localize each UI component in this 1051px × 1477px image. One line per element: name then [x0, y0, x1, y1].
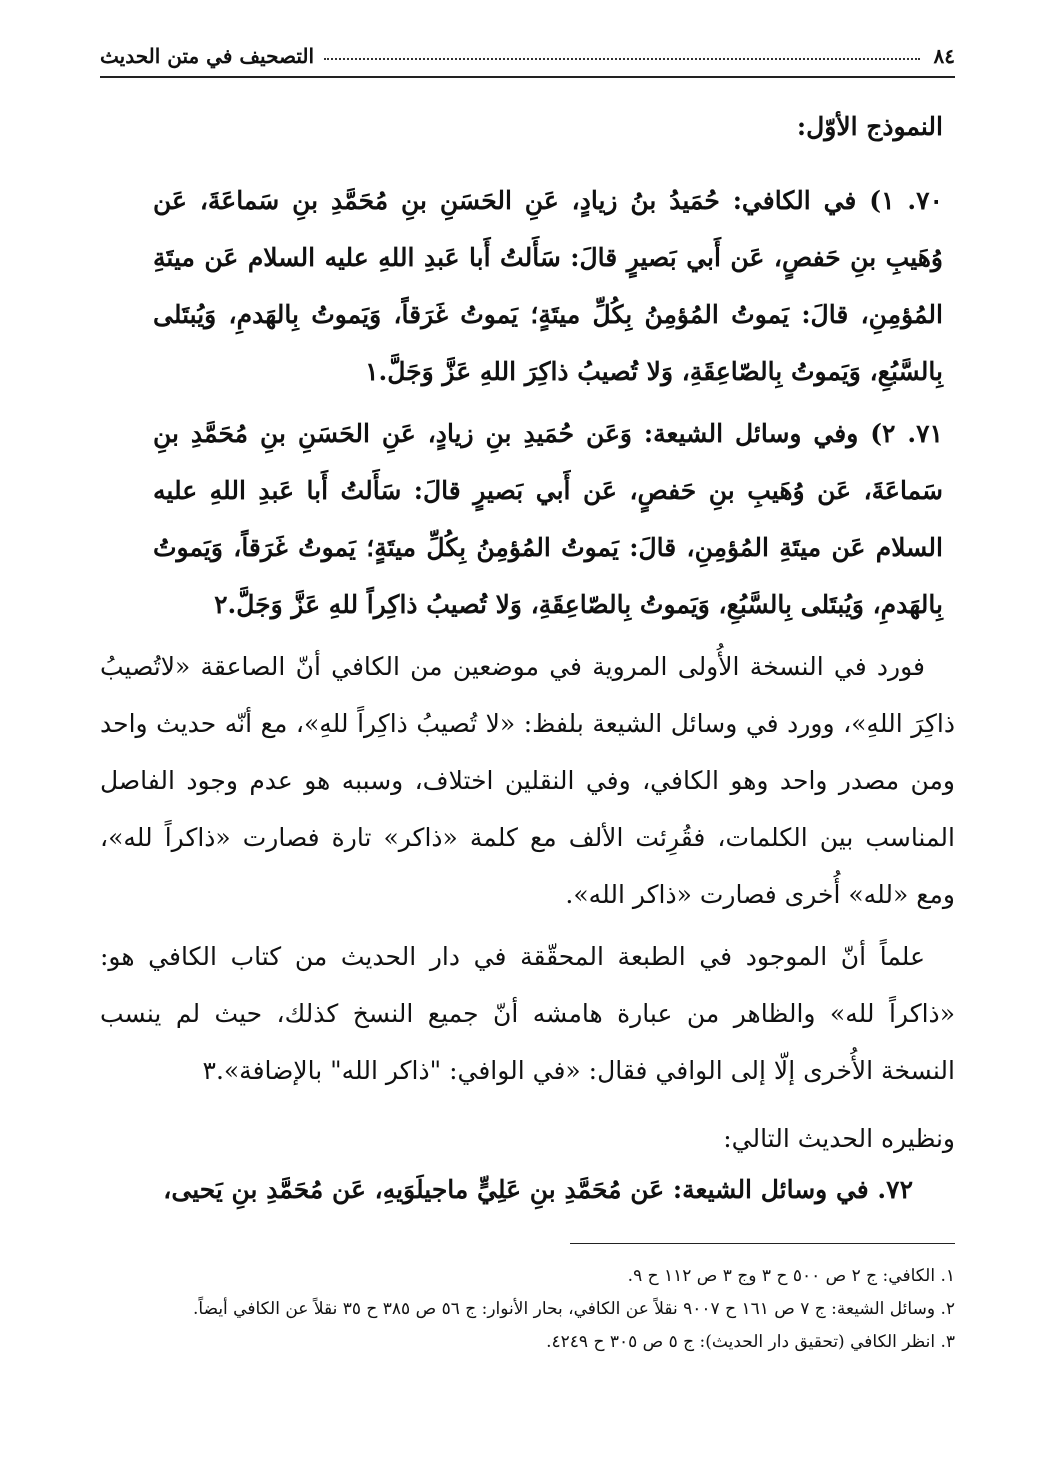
- footnotes: [100, 1262, 955, 1361]
- section-heading: النموذج الأوّل:: [796, 112, 943, 141]
- footnote-3: ٣. انظر الكافي (تحقيق دار الحديث): ج ٥ ص ٣٠٥ ح ٤٢٤٩.: [546, 1332, 955, 1352]
- running-header: [100, 36, 955, 76]
- footnote-rule: [570, 1243, 955, 1244]
- header-rule: [100, 76, 955, 78]
- hadith-72: ٧٢. في وسائل الشيعة: عَن مُحَمَّدِ بنِ عَلِيٍّ ماجيلَوَيهِ، عَن مُحَمَّدِ بنِ يَحيى،: [163, 1175, 913, 1204]
- page-number: ٨٤: [933, 44, 955, 68]
- hadith-71: ٧١. ٢) وفي وسائل الشيعة: وَعَن حُمَيدِ بنِ زيادٍ، عَنِ الحَسَنِ بنِ مُحَمَّدِ بنِ سَماعَةَ، عَن وُهَيبِ بنِ حَفصٍ، عَن أَبي بَصيرٍ قالَ: سَأَلتُ أَبا عَبدِ اللهِ عليه السلام عَن ميتَةِ المُؤمِنِ، قالَ: يَموتُ المُؤمِنُ بِكُلِّ ميتَةٍ؛ يَموتُ غَرَقاً، وَيَموتُ بِالهَدمِ، وَيُبتَلى بِالسَّبُعِ، وَيَموتُ بِالصّاعِقَةِ، وَلا تُصيبُ ذاكِراً للهِ عَزَّ وَجَلَّ.٢: [153, 419, 943, 619]
- paragraph-1: فورد في النسخة الأُولى المروية في موضعين من الكافي أنّ الصاعقة «لاتُصيبُ ذاكِرَ اللهِ»، وورد في وسائل الشيعة بلفظ: «لا تُصيبُ ذاكِراً للهِ»، مع أنّه حديث واحد ومن مصدر واحد وهو الكافي، وفي النقلين اختلاف، وسببه هو عدم وجود الفاصل المناسب بين الكلمات، فقُرِئت الألف مع كلمة «ذاكر» تارة فصارت «ذاكراً لله»، ومع «لله» أُخرى فصارت «ذاكر الله».: [100, 652, 955, 909]
- footnote-2: ٢. وسائل الشيعة: ج ٧ ص ١٦١ ح ٩٠٠٧ نقلاً عن الكافي، بحار الأنوار: ج ٥٦ ص ٣٨٥ ح ٣٥ نقلاً عن الكافي أيضاً.: [193, 1299, 955, 1319]
- footnote-1: ١. الكافي: ج ٢ ص ٥٠٠ ح ٣ وج ٣ ص ١١٢ ح ٩.: [627, 1266, 955, 1286]
- header-dot-leader: [324, 58, 919, 60]
- paragraph-2: علماً أنّ الموجود في الطبعة المحقّقة في دار الحديث من كتاب الكافي هو: «ذاكراً لله» والظاهر من عبارة هامشه أنّ جميع النسخ كذلك، حيث لم ينسب النسخة الأُخرى إلّا إلى الوافي فقال: «في الوافي: "ذاكر الله" بالإضافة».٣: [100, 942, 955, 1085]
- running-title: التصحيف في متن الحديث: [100, 44, 315, 68]
- lead-in-line: ونظيره الحديث التالي:: [723, 1124, 955, 1153]
- hadith-70: ٧٠. ١) في الكافي: حُمَيدُ بنُ زيادٍ، عَنِ الحَسَنِ بنِ مُحَمَّدِ بنِ سَماعَةَ، عَن وُهَيبِ بنِ حَفصٍ، عَن أَبي بَصيرٍ قالَ: سَأَلتُ أَبا عَبدِ اللهِ عليه السلام عَن ميتَةِ المُؤمِنِ، قالَ: يَموتُ المُؤمِنُ بِكُلِّ ميتَةٍ؛ يَموتُ غَرَقاً، وَيَموتُ بِالهَدمِ، وَيُبتَلى بِالسَّبُعِ، وَيَموتُ بِالصّاعِقَةِ، وَلا تُصيبُ ذاكِرَ اللهِ عَزَّ وَجَلَّ.١: [153, 186, 943, 386]
